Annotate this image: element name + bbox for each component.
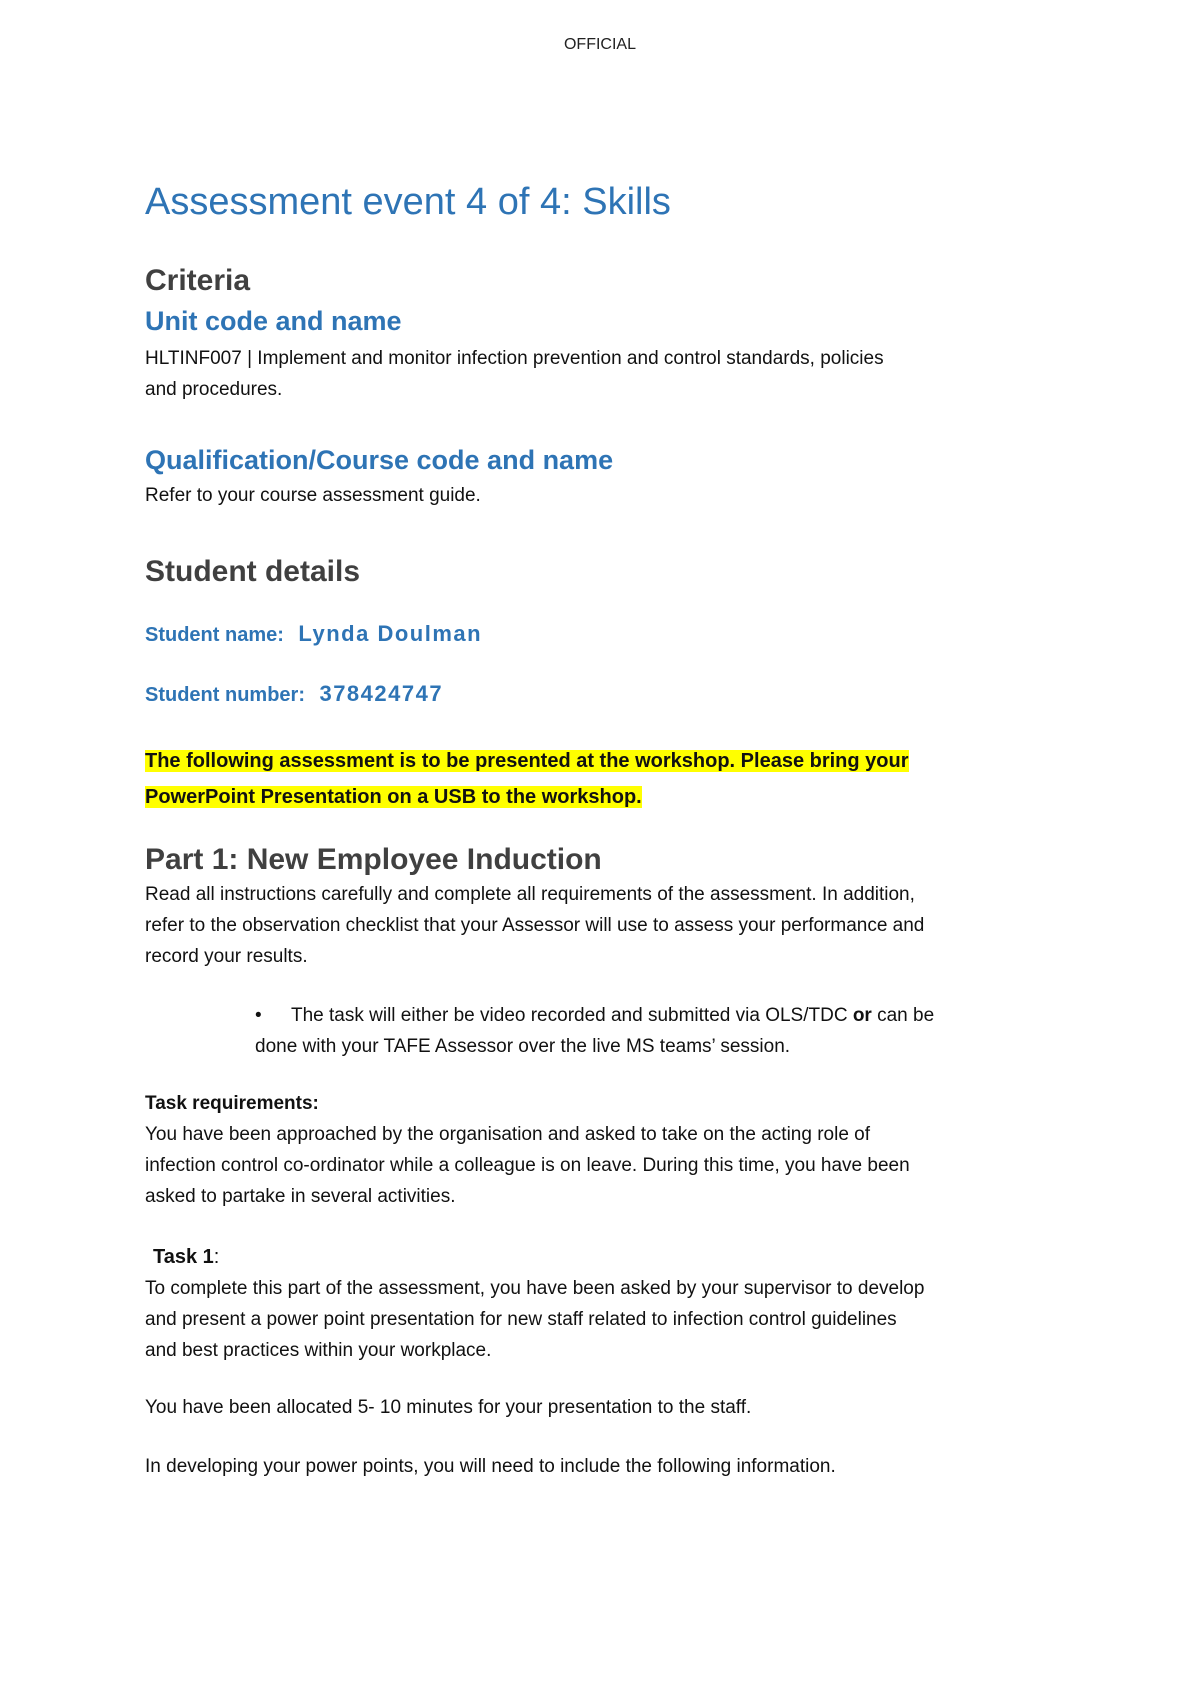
developing-text: In developing your power points, you will need to include the following information. xyxy=(145,1456,836,1477)
student-number-row xyxy=(145,681,1075,707)
qualification-heading: Qualification/Course code and name xyxy=(145,445,614,475)
bullet-dot: • xyxy=(255,1005,262,1026)
workshop-notice xyxy=(145,743,1075,815)
part1-intro-line1: Read all instructions carefully and complete all requirements of the assessment. In addition, xyxy=(145,884,915,905)
task-req-line1: You have been approached by the organisation and asked to take on the acting role of xyxy=(145,1124,871,1145)
page-title: Assessment event 4 of 4: Skills xyxy=(145,181,671,223)
bullet-list-item xyxy=(145,1000,1075,1062)
student-number-label: Student number: xyxy=(145,684,305,706)
unit-text-line2: and procedures. xyxy=(145,379,283,400)
allocated-time-text: You have been allocated 5- 10 minutes for your presentation to the staff. xyxy=(145,1397,752,1418)
student-name-row xyxy=(145,621,1075,647)
student-number-value: 378424747 xyxy=(319,681,444,706)
bullet-line1-text: The task will either be video recorded and submitted via OLS/TDC xyxy=(291,1005,853,1026)
task-requirements-heading: Task requirements: xyxy=(145,1093,319,1114)
task-req-line3: asked to partake in several activities. xyxy=(145,1186,456,1207)
qualification-text: Refer to your course assessment guide. xyxy=(145,485,481,506)
part1-heading: Part 1: New Employee Induction xyxy=(145,843,602,876)
student-details-heading: Student details xyxy=(145,555,361,588)
notice-line1: The following assessment is to be presented at the workshop. Please bring your xyxy=(145,750,909,772)
part1-intro-line3: record your results. xyxy=(145,946,308,967)
classification-header: OFFICIAL xyxy=(563,36,636,53)
bullet-line1-tail: can be xyxy=(871,1005,935,1026)
unit-text-line1: HLTINF007 | Implement and monitor infection prevention and control standards, policies xyxy=(145,348,884,369)
bullet-line2: done with your TAFE Assessor over the live MS teams’ session. xyxy=(255,1036,791,1057)
document-body xyxy=(145,178,1075,1482)
unit-heading: Unit code and name xyxy=(145,306,402,336)
task-req-line2: infection control co-ordinator while a colleague is on leave. During this time, you have been xyxy=(145,1155,910,1176)
student-name-value: Lynda Doulman xyxy=(298,621,483,646)
bullet-or-bold: or xyxy=(852,1005,872,1026)
part1-intro-line2: refer to the observation checklist that your Assessor will use to assess your performance and xyxy=(145,915,925,936)
notice-line2: PowerPoint Presentation on a USB to the workshop. xyxy=(145,786,642,808)
task1-line2: and present a power point presentation for new staff related to infection control guidelines xyxy=(145,1309,897,1330)
task1-colon: : xyxy=(213,1246,220,1268)
criteria-heading: Criteria xyxy=(145,264,251,297)
task1-heading: Task 1 xyxy=(153,1246,214,1268)
task1-line1: To complete this part of the assessment, you have been asked by your supervisor to develop xyxy=(145,1278,925,1299)
task1-line3: and best practices within your workplace. xyxy=(145,1340,492,1361)
task1-heading-row xyxy=(153,1242,1075,1273)
student-name-label: Student name: xyxy=(145,624,284,646)
